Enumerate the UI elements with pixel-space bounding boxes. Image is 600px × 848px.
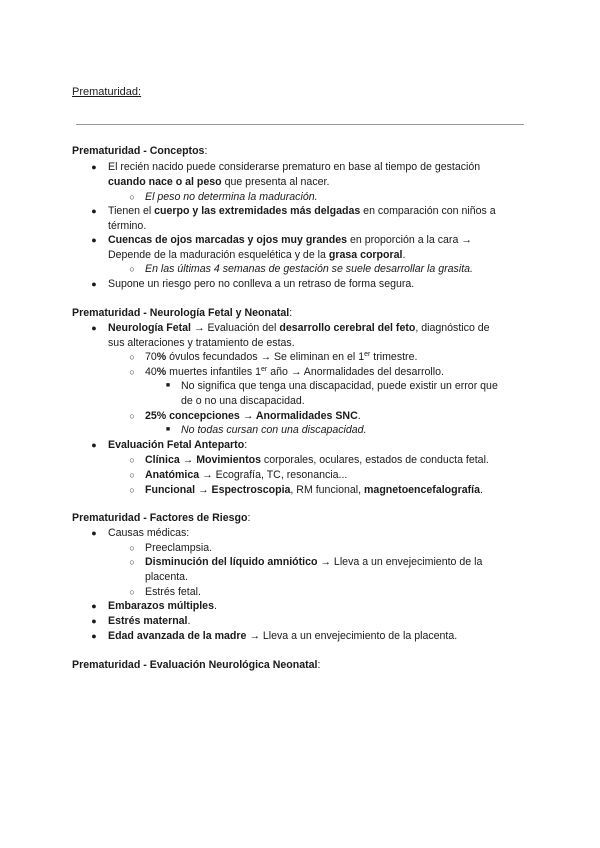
list-item: Estrés maternal. [108,615,191,627]
hollow-bullet-icon: ○ [129,264,135,274]
list-item-continuation: término. [108,220,147,232]
hollow-bullet-icon: ○ [129,455,135,465]
sub-list-item: 70% óvulos fecundados → Se eliminan en el 1er trimestre. [145,351,418,363]
hollow-bullet-icon: ○ [129,557,135,567]
sub-sub-list-item: No todas cursan con una discapacidad. [181,424,367,436]
list-item: El recién nacido puede considerarse prematuro en base al tiempo de gestación [108,161,481,173]
hollow-bullet-icon: ○ [129,352,135,362]
section-heading-factores: Prematuridad - Factores de Riesgo: [72,512,251,524]
bullet-icon: ● [91,162,97,172]
sub-sub-list-item-continuation: de o no una discapacidad. [181,395,305,407]
list-item: Supone un riesgo pero no conlleva a un retraso de forma segura. [108,278,415,290]
bullet-icon: ● [91,631,97,641]
sub-list-item: Anatómica → Ecografía, TC, resonancia... [145,469,348,481]
bullet-icon: ● [91,528,97,538]
bullet-icon: ● [91,601,97,611]
list-item-continuation: sus alteraciones y tratamiento de estas. [108,337,295,349]
list-item-continuation: cuando nace o al peso que presenta al nacer. [108,176,330,188]
sub-list-item: Preeclampsia. [145,542,213,554]
sub-list-item-continuation: placenta. [145,571,188,583]
horizontal-divider [76,124,524,125]
sub-list-item: Estrés fetal. [145,586,201,598]
list-item: Embarazos múltiples. [108,600,217,612]
hollow-bullet-icon: ○ [129,543,135,553]
section-heading-evaluacion-neonatal: Prematuridad - Evaluación Neurológica Neonatal: [72,659,321,671]
document-title: Prematuridad: [72,86,142,98]
sub-list-item: 40% muertes infantiles 1er año → Anormalidades del desarrollo. [145,366,444,378]
sub-list-item: Clínica → Movimientos corporales, oculares, estados de conducta fetal. [145,454,489,466]
hollow-bullet-icon: ○ [129,192,135,202]
section-heading-conceptos: Prematuridad - Conceptos: [72,145,208,157]
square-bullet-icon: ■ [165,426,171,433]
list-item: Tienen el cuerpo y las extremidades más delgadas en comparación con niños a [108,205,496,217]
sub-list-item: 25% concepciones → Anormalidades SNC. [145,410,361,422]
list-item: Cuencas de ojos marcadas y ojos muy grandes en proporción a la cara → [108,234,472,246]
hollow-bullet-icon: ○ [129,587,135,597]
sub-list-item: Disminución del líquido amniótico → Lleva a un envejecimiento de la [145,556,483,568]
section-heading-neurologia: Prematuridad - Neurología Fetal y Neonatal: [72,307,293,319]
hollow-bullet-icon: ○ [129,367,135,377]
sub-list-item: En las últimas 4 semanas de gestación se suele desarrollar la grasita. [145,263,473,275]
sub-sub-list-item: No significa que tenga una discapacidad, puede existir un error que [181,380,498,392]
bullet-icon: ● [91,440,97,450]
hollow-bullet-icon: ○ [129,411,135,421]
list-item: Evaluación Fetal Anteparto: [108,439,248,451]
list-item: Edad avanzada de la madre → Lleva a un envejecimiento de la placenta. [108,630,458,642]
bullet-icon: ● [91,206,97,216]
list-item: Causas médicas: [108,527,190,539]
square-bullet-icon: ■ [165,382,171,389]
hollow-bullet-icon: ○ [129,485,135,495]
list-item: Neurología Fetal → Evaluación del desarrollo cerebral del feto, diagnóstico de [108,322,490,334]
bullet-icon: ● [91,279,97,289]
bullet-icon: ● [91,323,97,333]
bullet-icon: ● [91,616,97,626]
bullet-icon: ● [91,235,97,245]
sub-list-item: El peso no determina la maduración. [145,191,318,203]
hollow-bullet-icon: ○ [129,470,135,480]
list-item-continuation: Depende de la maduración esquelética y de la grasa corporal. [108,249,406,261]
sub-list-item: Funcional → Espectroscopia, RM funcional, magnetoencefalografía. [145,484,483,496]
